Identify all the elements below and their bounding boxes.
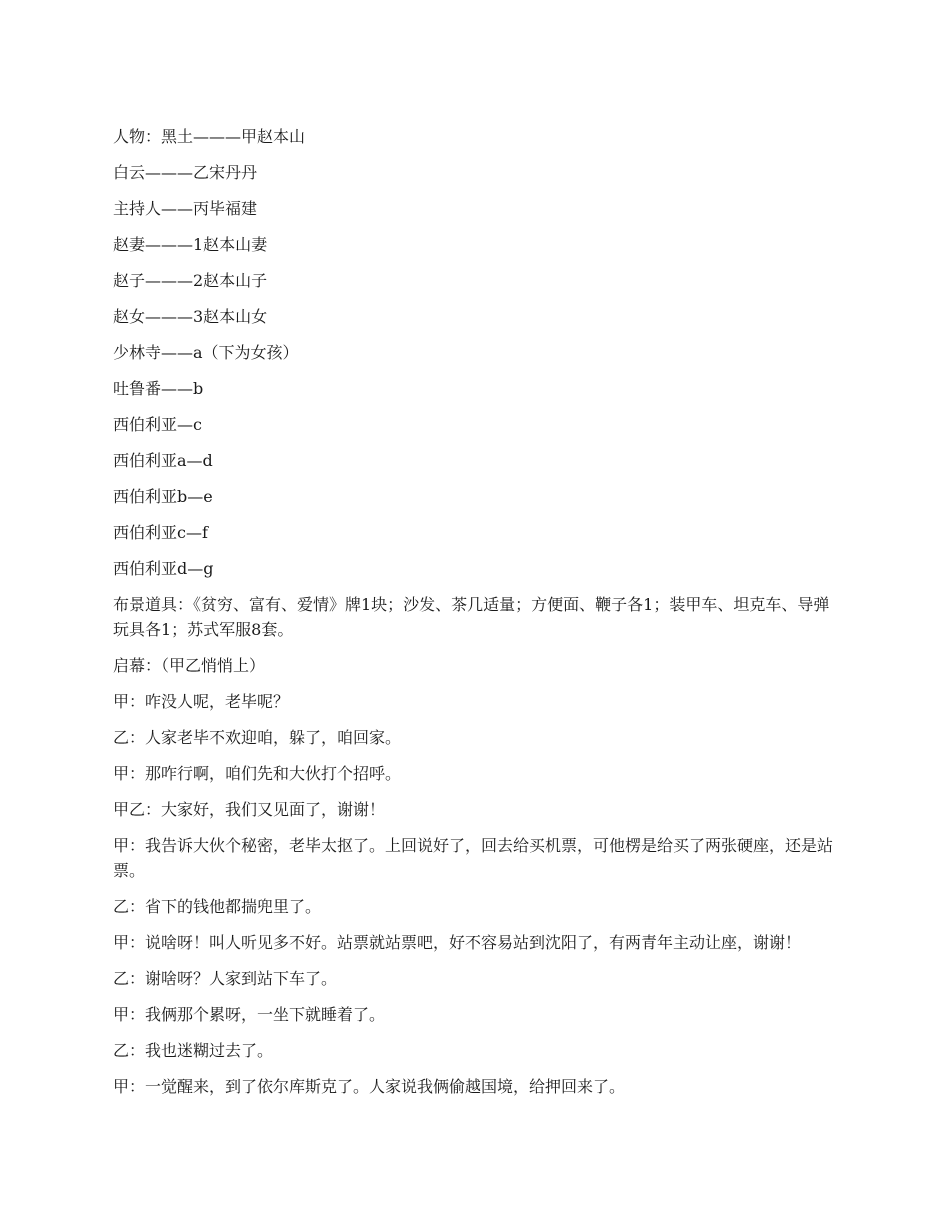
character-line: 西伯利亚—c xyxy=(113,415,202,434)
character-line: 少林寺——a（下为女孩） xyxy=(113,343,299,362)
character-line: 赵妻———1赵本山妻 xyxy=(113,235,268,254)
character-line: 吐鲁番——b xyxy=(113,379,204,398)
dialogue-line: 甲：我俩那个累呀，一坐下就睡着了。 xyxy=(113,1005,386,1024)
dialogue-line: 乙：人家老毕不欢迎咱，躲了，咱回家。 xyxy=(113,728,402,747)
character-line: 赵女———3赵本山女 xyxy=(113,307,268,326)
character-line: 西伯利亚c—f xyxy=(113,523,208,542)
character-line: 主持人——丙毕福建 xyxy=(113,199,258,218)
dialogue-line: 甲：我告诉大伙个秘密，老毕太抠了。上回说好了，回去给买机票，可他楞是给买了两张硬座，还是站票。 xyxy=(113,836,834,880)
character-line: 西伯利亚d—g xyxy=(113,559,214,578)
dialogue-line: 启幕：（甲乙悄悄上） xyxy=(113,656,266,675)
character-line: 白云———乙宋丹丹 xyxy=(113,163,258,182)
dialogue-line: 甲：咋没人呢，老毕呢？ xyxy=(113,692,290,711)
dialogue-line: 甲：一觉醒来，到了依尔库斯克了。人家说我俩偷越国境，给押回来了。 xyxy=(113,1077,626,1096)
dialogue-line: 甲乙：大家好，我们又见面了，谢谢！ xyxy=(113,800,386,819)
dialogue-line: 乙：省下的钱他都揣兜里了。 xyxy=(113,897,322,916)
props-paragraph: 布景道具：《贫穷、富有、爱情》牌1块；沙发、茶几适量；方便面、鞭子各1；装甲车、坦克车、导弹玩具各1；苏式军服8套。 xyxy=(113,595,830,639)
character-line: 人物：黑土———甲赵本山 xyxy=(113,127,306,146)
character-line: 赵子———2赵本山子 xyxy=(113,271,268,290)
character-line: 西伯利亚a—d xyxy=(113,451,213,470)
dialogue-line: 甲：那咋行啊，咱们先和大伙打个招呼。 xyxy=(113,764,402,783)
dialogue-line: 乙：我也迷糊过去了。 xyxy=(113,1041,274,1060)
dialogue-line: 乙：谢啥呀？人家到站下车了。 xyxy=(113,969,338,988)
character-line: 西伯利亚b—e xyxy=(113,487,213,506)
dialogue-line: 甲：说啥呀！叫人听见多不好。站票就站票吧，好不容易站到沈阳了，有两青年主动让座，谢谢！ xyxy=(113,933,802,952)
script-document xyxy=(113,124,843,1110)
